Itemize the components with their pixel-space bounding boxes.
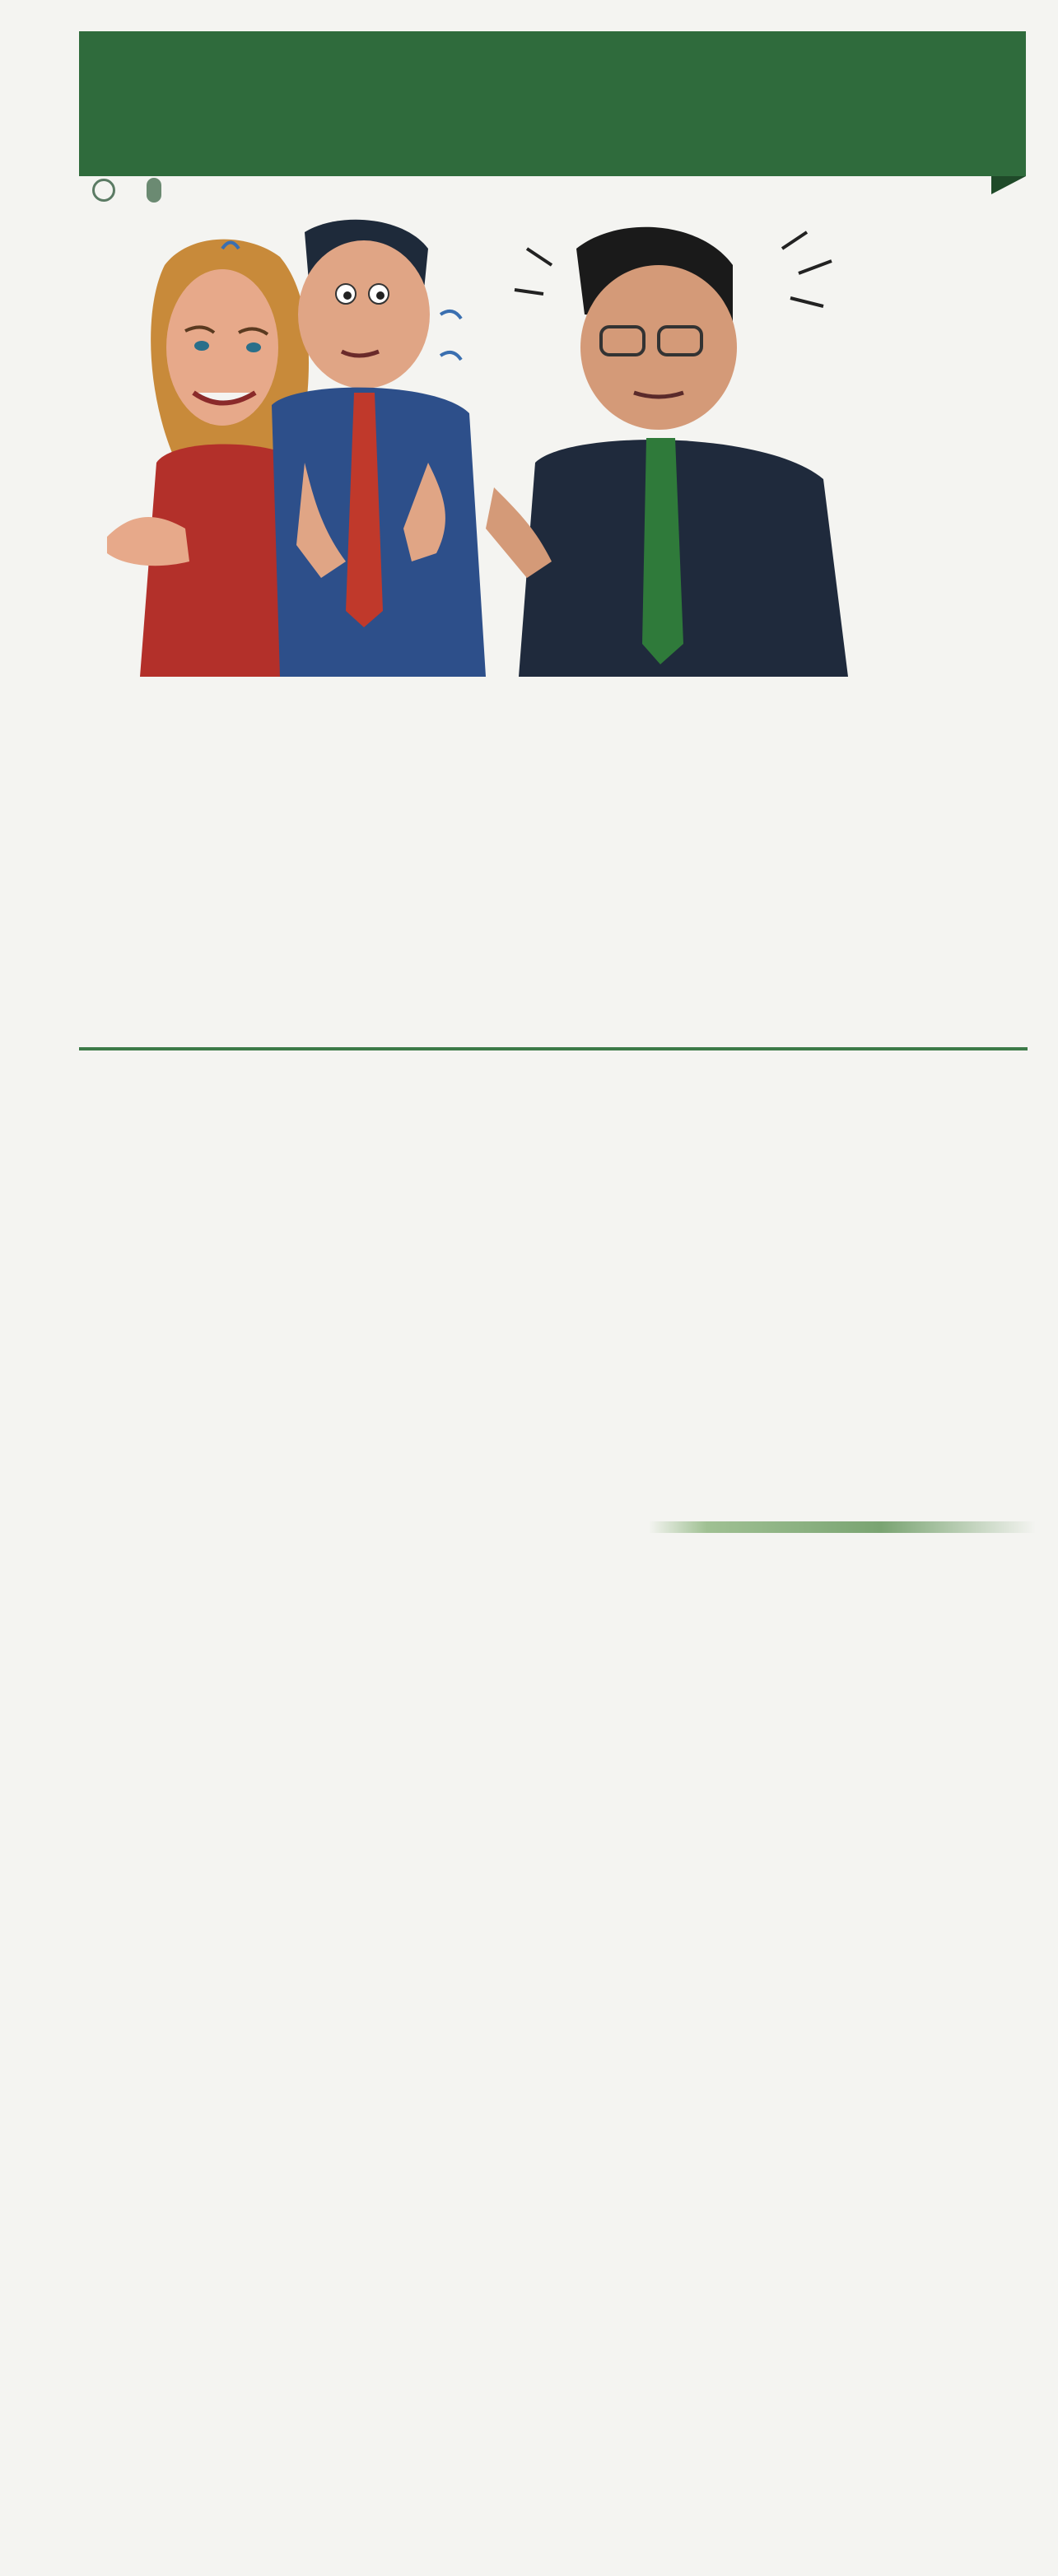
divider-rule <box>79 1047 1028 1050</box>
cartoon-figure-aziz <box>486 227 848 677</box>
phone-icon <box>92 179 115 202</box>
print-artifact-streak <box>649 1521 1036 1533</box>
political-cartoon <box>107 216 1021 693</box>
mouse-icon <box>147 178 161 203</box>
contact-row <box>92 173 1023 207</box>
section-banner <box>79 31 1026 176</box>
